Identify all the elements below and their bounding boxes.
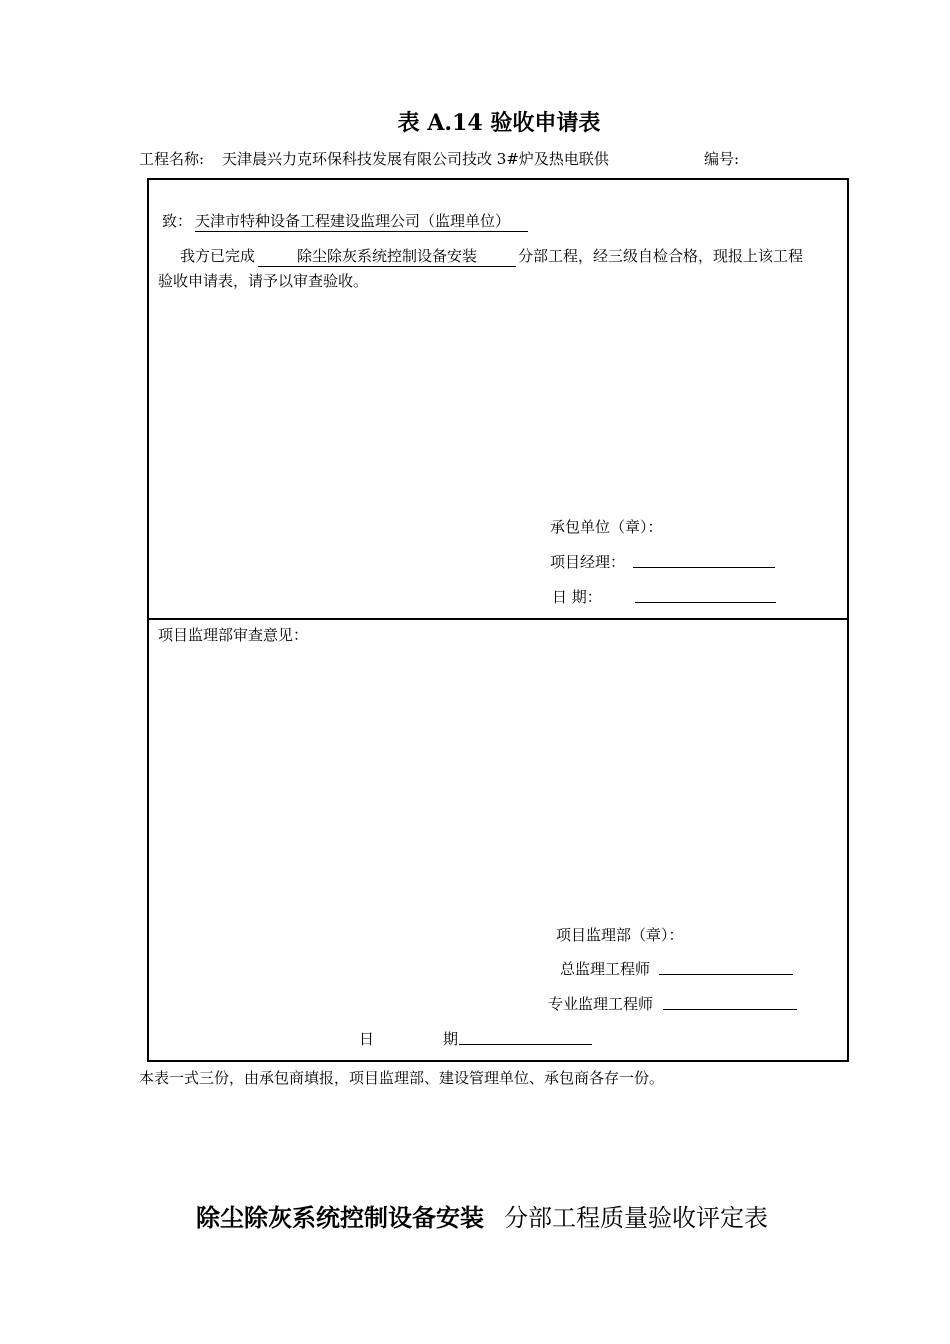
date-field-1[interactable] — [635, 588, 776, 603]
review-opinion-label: 项目监理部审查意见： — [158, 626, 309, 644]
project-name-value: 天津晨兴力克环保科技发展有限公司技改 3#炉及热电联供 — [222, 150, 609, 168]
date-label-2-b: 期 — [443, 1030, 459, 1048]
body-suffix: 分部工程，经三级自检合格，现报上该工程 — [518, 247, 804, 265]
body-prefix: 我方已完成 — [180, 247, 256, 265]
chief-engineer-label: 总监理工程师 — [560, 960, 651, 978]
work-item-field[interactable] — [258, 245, 516, 267]
specialist-engineer-field[interactable] — [663, 995, 797, 1010]
addressee-label: 致： — [162, 212, 193, 230]
date-label-1: 日 期： — [552, 588, 602, 606]
project-manager-field[interactable] — [633, 553, 775, 568]
chief-engineer-field[interactable] — [659, 960, 793, 975]
date-label-2-a: 日 — [359, 1030, 375, 1048]
supervision-seal-label: 项目监理部（章）： — [556, 926, 684, 944]
body-line-2: 验收申请表，请予以审查验收。 — [158, 272, 369, 290]
addressee-value: 天津市特种设备工程建设监理公司（监理单位） — [195, 210, 528, 232]
specialist-engineer-label: 专业监理工程师 — [548, 995, 654, 1013]
next-page-title-rest: 分部工程质量验收评定表 — [504, 1204, 768, 1232]
serial-number-label: 编号: — [704, 150, 740, 168]
work-item-value: 除尘除灰系统控制设备安装 — [296, 247, 477, 265]
contractor-seal-label: 承包单位（章）： — [550, 518, 663, 536]
project-manager-label: 项目经理： — [550, 553, 626, 571]
section-divider — [149, 618, 847, 620]
project-name-label: 工程名称: — [139, 150, 205, 168]
application-form-frame — [147, 178, 849, 1062]
next-page-title-bold: 除尘除灰系统控制设备安装 — [196, 1203, 484, 1232]
page-title: 表 A.14 验收申请表 — [397, 110, 601, 136]
footnote: 本表一式三份，由承包商填报，项目监理部、建设管理单位、承包商各存一份。 — [139, 1069, 665, 1087]
next-page-title — [196, 1198, 768, 1233]
date-field-2[interactable] — [459, 1030, 592, 1045]
